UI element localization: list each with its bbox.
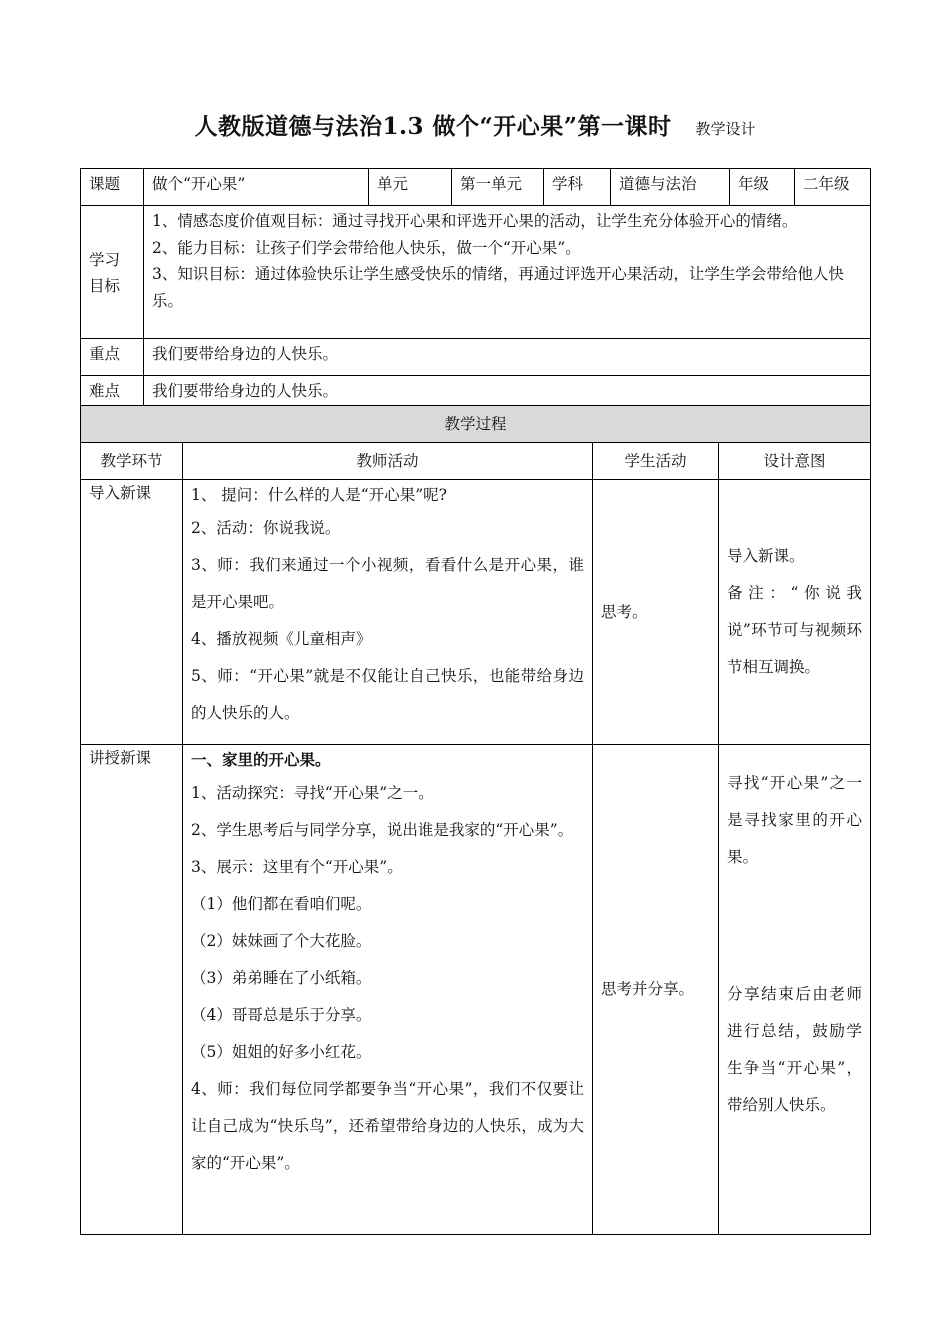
difficulty-text: 我们要带给身边的人快乐。: [144, 376, 871, 413]
info-table: [80, 168, 871, 413]
topic-label: 课题: [81, 169, 144, 206]
teacher-line: （5）姐姐的好多小红花。: [191, 1043, 372, 1061]
header-student: 学生活动: [593, 443, 719, 480]
teacher-heading: 一、家里的开心果。: [191, 750, 331, 769]
process-header-row: [81, 443, 871, 480]
goal-item: 1、情感态度价值观目标：通过寻找开心果和评选开心果的活动，让学生充分体验开心的情绪。: [152, 212, 798, 230]
teacher-line: （2）妹妹画了个大花脸。: [191, 932, 372, 950]
intent-line: 分享结束后由老师进行总结，鼓励学生争当“开心果”，带给别人快乐。: [727, 985, 863, 1114]
teacher-line: 2、活动：你说我说。: [191, 519, 341, 537]
header-teacher: 教师活动: [183, 443, 593, 480]
stage-cell: 讲授新课: [81, 745, 183, 1235]
goals-row: [81, 206, 871, 339]
document-title: [0, 108, 950, 141]
intent-line: 导入新课。: [727, 547, 805, 565]
teacher-line: 1、 提问：什么样的人是“开心果”呢?: [191, 486, 447, 504]
teacher-line: 3、师：我们来通过一个小视频，看看什么是开心果，谁是开心果吧。: [191, 556, 584, 611]
teacher-line: 4、师：我们每位同学都要争当“开心果”，我们不仅要让让自己成为“快乐鸟”，还希望带给身边的人快乐，成为大家的“开心果”。: [191, 1080, 584, 1172]
subject-label: 学科: [544, 169, 611, 206]
unit-value: 第一单元: [452, 169, 544, 206]
process-table: [80, 405, 871, 1235]
info-row: [81, 169, 871, 206]
teacher-line: 4、播放视频《儿童相声》: [191, 630, 372, 648]
teacher-cell: [183, 745, 593, 1235]
subject-value: 道德与法治: [611, 169, 730, 206]
process-banner: 教学过程: [81, 406, 871, 443]
key-point-label: 重点: [81, 339, 144, 376]
teacher-line: （4）哥哥总是乐于分享。: [191, 1006, 372, 1024]
goals-label-text: 学习目标: [89, 251, 121, 295]
header-stage: 教学环节: [81, 443, 183, 480]
teacher-line: 1、活动探究：寻找“开心果”之一。: [191, 784, 434, 802]
goal-item: 3、知识目标：通过体验快乐让学生感受快乐的情绪，再通过评选开心果活动，让学生学会带给他人快乐。: [152, 265, 844, 310]
teacher-cell: [183, 480, 593, 745]
stage-cell: 导入新课: [81, 480, 183, 745]
goal-item: 2、能力目标：让孩子们学会带给他人快乐，做一个“开心果”。: [152, 238, 581, 257]
teacher-line: 2、学生思考后与同学分享，说出谁是我家的“开心果”。: [191, 821, 574, 839]
student-cell: 思考。: [593, 480, 719, 745]
grade-label: 年级: [730, 169, 795, 206]
key-point-text: 我们要带给身边的人快乐。: [144, 339, 871, 376]
intent-line: 寻找“开心果”之一是寻找家里的开心果。: [727, 774, 863, 866]
grade-value: 二年级: [795, 169, 871, 206]
goals-label: [81, 206, 144, 339]
process-row-new: [81, 745, 871, 1235]
process-row-intro: [81, 480, 871, 745]
title-main: 人教版道德与法治1.3 做个“开心果”第一课时: [194, 113, 672, 140]
unit-label: 单元: [369, 169, 452, 206]
header-intent: 设计意图: [719, 443, 871, 480]
teacher-line: （1）他们都在看咱们呢。: [191, 895, 372, 913]
teacher-line: 3、展示：这里有个“开心果”。: [191, 858, 403, 876]
topic-value: 做个“开心果”: [144, 169, 369, 206]
key-point-row: [81, 339, 871, 376]
process-banner-row: [81, 406, 871, 443]
teacher-line: （3）弟弟睡在了小纸箱。: [191, 969, 372, 987]
difficulty-label: 难点: [81, 376, 144, 413]
intent-cell: [719, 480, 871, 745]
intent-line: 备注：“你说我说”环节可与视频环节相互调换。: [727, 584, 863, 676]
student-cell: 思考并分享。: [593, 745, 719, 1235]
goals-content: [144, 206, 871, 339]
intent-cell: [719, 745, 871, 1235]
title-sub: 教学设计: [695, 120, 756, 138]
teacher-line: 5、师：“开心果”就是不仅能让自己快乐，也能带给身边的人快乐的人。: [191, 667, 584, 722]
